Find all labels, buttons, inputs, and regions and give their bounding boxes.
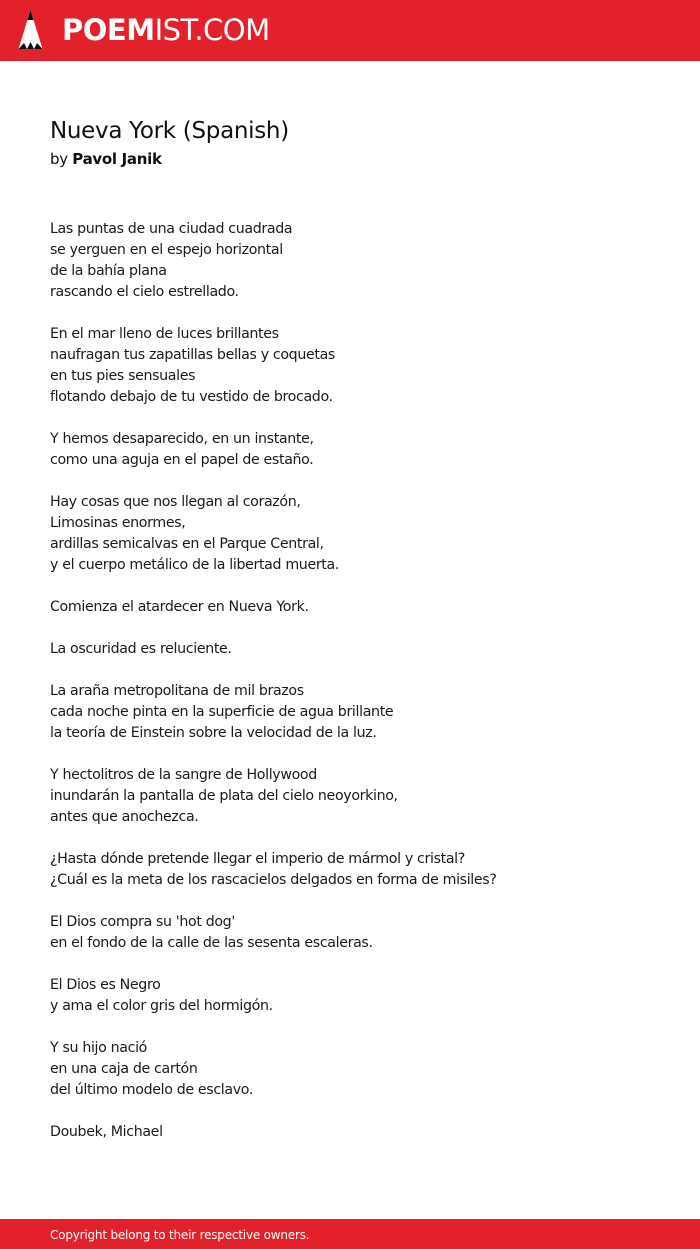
by-label: by xyxy=(50,150,68,168)
poem-line: Y hemos desaparecido, en un instante, xyxy=(50,431,314,447)
site-logo[interactable] xyxy=(62,12,270,48)
byline xyxy=(50,149,162,169)
poem-line: en el fondo de la calle de las sesenta escaleras. xyxy=(50,935,373,951)
poem-line: Comienza el atardecer en Nueva York. xyxy=(50,599,309,615)
poem-line: Y hectolitros de la sangre de Hollywood xyxy=(50,767,317,783)
stanza-break xyxy=(50,954,670,975)
poem-line: en una caja de cartón xyxy=(50,1061,198,1077)
poem-line: El Dios compra su 'hot dog' xyxy=(50,914,235,930)
stanza-break xyxy=(50,891,670,912)
poem-line: La oscuridad es reluciente. xyxy=(50,641,232,657)
poem-line: ardillas semicalvas en el Parque Central, xyxy=(50,536,324,552)
stanza-break xyxy=(50,828,670,849)
poem-line: se yerguen en el espejo horizontal xyxy=(50,242,283,258)
stanza-break xyxy=(50,408,670,429)
copyright-notice: Copyright belong to their respective owners. xyxy=(50,1228,310,1242)
poem-line: Hay cosas que nos llegan al corazón, xyxy=(50,494,301,510)
poem-line: ¿Hasta dónde pretende llegar el imperio de mármol y cristal? xyxy=(50,851,465,867)
pencil-tip-icon[interactable] xyxy=(17,9,44,52)
poem-line: inundarán la pantalla de plata del cielo neoyorkino, xyxy=(50,788,398,804)
poem-line: como una aguja en el papel de estaño. xyxy=(50,452,314,468)
stanza-break xyxy=(50,618,670,639)
poem-line: Limosinas enormes, xyxy=(50,515,186,531)
poem-line: la teoría de Einstein sobre la velocidad de la luz. xyxy=(50,725,377,741)
poem-line: y el cuerpo metálico de la libertad muerta. xyxy=(50,557,340,573)
poem-title: Nueva York (Spanish) xyxy=(50,118,289,144)
poem-line: de la bahía plana xyxy=(50,263,167,279)
poem-line: y ama el color gris del hormigón. xyxy=(50,998,273,1014)
poem-line: cada noche pinta en la superficie de agua brillante xyxy=(50,704,394,720)
stanza-break xyxy=(50,1101,670,1122)
logo-text-bold: POEM xyxy=(62,13,155,47)
logo-text-light: IST.COM xyxy=(154,13,270,47)
poem-line: Las puntas de una ciudad cuadrada xyxy=(50,221,293,237)
poem-line: antes que anochezca. xyxy=(50,809,199,825)
poem-line: del último modelo de esclavo. xyxy=(50,1082,253,1098)
poem-line: en tus pies sensuales xyxy=(50,368,196,384)
stanza-break xyxy=(50,471,670,492)
site-footer xyxy=(0,1219,700,1249)
stanza-break xyxy=(50,576,670,597)
poem-line: Doubek, Michael xyxy=(50,1124,163,1140)
poem-body xyxy=(50,219,670,1143)
poem-line: Y su hijo nació xyxy=(50,1040,147,1056)
poem-line: En el mar lleno de luces brillantes xyxy=(50,326,279,342)
site-header xyxy=(0,0,700,61)
poem-line: flotando debajo de tu vestido de brocado. xyxy=(50,389,333,405)
author-name: Pavol Janik xyxy=(72,150,162,168)
poem-line: rascando el cielo estrellado. xyxy=(50,284,239,300)
stanza-break xyxy=(50,303,670,324)
stanza-break xyxy=(50,1017,670,1038)
stanza-break xyxy=(50,660,670,681)
stanza-break xyxy=(50,744,670,765)
poem-line: naufragan tus zapatillas bellas y coquetas xyxy=(50,347,335,363)
poem-line: ¿Cuál es la meta de los rascacielos delgados en forma de misiles? xyxy=(50,872,497,888)
poem-line: La araña metropolitana de mil brazos xyxy=(50,683,304,699)
poem-line: El Dios es Negro xyxy=(50,977,161,993)
